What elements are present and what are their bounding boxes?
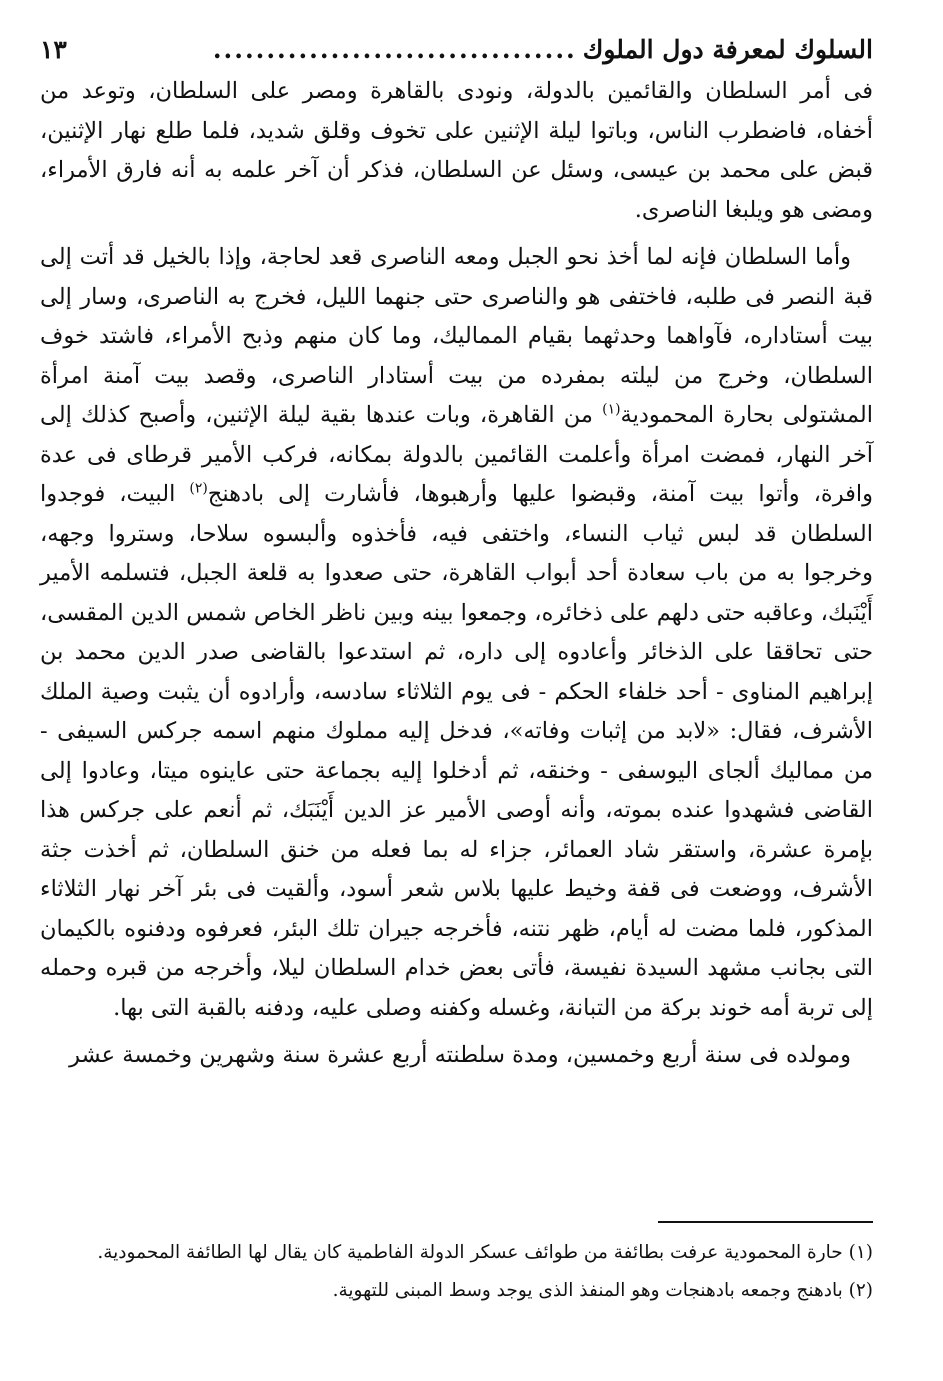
footnote-1 (40, 1234, 873, 1272)
paragraph-3-text: ومولده فى سنة أربع وخمسين، ومدة سلطنته أربع عشرة سنة وشهرين وخمسة عشر (69, 1042, 851, 1068)
paragraph-2-text-a: وأما السلطان فإنه لما أخذ نحو الجبل ومعه الناصرى قعد لحاجة، وإذا بالخيل قد أتت إلى قبة النصر فى طلبه، فاختفى هو والناصرى حتى جنهما الليل، فخرج به الناصرى، وسار إلى بيت أستاداره، فآواهما وحدثهما بقيام المماليك، وما كان منهم وذبح الأمراء، فاشتد خوف السلطان، وخرج من ليلته بمفرده من بيت أستادار الناصرى، وقصد بيت آمنة امرأة المشتولى بحارة المحمودية (40, 244, 873, 428)
footnote-ref-2: (٢) (189, 480, 208, 497)
footnote-1-text: حارة المحمودية عرفت بطائفة من طوائف عسكر الدولة الفاطمية كان يقال لها الطائفة المحمودية. (97, 1242, 843, 1263)
paragraph-1-text: فى أمر السلطان والقائمين بالدولة، ونودى بالقاهرة ومصر على السلطان، وتوعد من أخفاه، فاضطرب الناس، وباتوا ليلة الإثنين على تخوف وقلق شديد، فلما طلع نهار الإثنين، قبض على محمد بن عيسى، وسئل عن السلطان، فذكر أن آخر علمه به أنه فارق الأمراء، ومضى هو ويلبغا الناصرى. (40, 78, 873, 223)
footnote-2-text: بادهنج وجمعه بادهنجات وهو المنفذ الذى يوجد وسط المبنى للتهوية. (332, 1280, 843, 1301)
main-text (40, 72, 873, 1076)
page-number: ١٣ (40, 35, 67, 64)
footnote-separator (658, 1221, 873, 1223)
footnote-1-marker: (١) (848, 1242, 873, 1263)
paragraph-2-text-b: من القاهرة، وبات عندها بقية ليلة الإثنين، وأصبح كذلك إلى آخر النهار، فمضت امرأة وأعلمت القائمين بالدولة بمكانه، فركب الأمير قرطاى فى عدة وافرة، وأتوا بيت آمنة، وقبضوا عليها وأرهبوها، فأشارت إلى بادهنج (40, 402, 873, 507)
leader-dots: .................................. (212, 35, 577, 64)
paragraph-1 (40, 72, 873, 230)
paragraph-2 (40, 238, 873, 1028)
paragraph-3 (40, 1036, 873, 1076)
footnote-ref-1: (١) (602, 401, 621, 418)
footnote-2-marker: (٢) (848, 1280, 873, 1301)
book-page (40, 28, 873, 1358)
running-header (40, 28, 873, 72)
footnotes (40, 1234, 873, 1310)
footnote-2 (40, 1272, 873, 1310)
running-title: السلوك لمعرفة دول الملوك (582, 35, 873, 64)
paragraph-2-text-c: البيت، فوجدوا السلطان قد لبس ثياب النساء، واختفى فيه، فأخذوه وألبسوه سلاحا، وستروا وجهه، وخرجوا به من باب سعادة أحد أبواب القاهرة، حتى صعدوا به قلعة الجبل، فتسلمه الأمير أَيْنَبك، وعاقبه حتى دلهم على ذخائره، وجمعوا بينه وبين ناظر الخاص شمس الدين المقسى، حتى تحاققا على الذخائر وأعادوه إلى داره، ثم استدعوا بالقاضى صدر الدين محمد بن إبراهيم المناوى - أحد خلفاء الحكم - فى يوم الثلاثاء سادسه، وأرادوه أن يثبت وصية الملك الأشرف، فقال: «لابد من إثبات وفاته»، فدخل إليه مملوك منهم اسمه جركس السيفى - من مماليك ألجاى اليوسفى - وخنقه، ثم أدخلوا إليه بجماعة حتى عاينوه ميتا، وعادوا إلى القاضى فشهدوا عنده بموته، وأنه أوصى الأمير عز الدين أَيْنَبَك، ثم أنعم على جركس هذا بإمرة عشرة، واستقر شاد العمائر، جزاء له بما فعله من خنق السلطان، ثم أخذت جثة الأشرف، ووضعت فى قفة وخيط عليها بلاس شعر أسود، وألقيت فى بئر آخر نهار الثلاثاء المذكور، فلما مضت له أيام، ظهر نتنه، فأخرجه جيران تلك البئر، فعرفوه ودفنوه بالكيمان التى بجانب مشهد السيدة نفيسة، فأتى بعض خدام السلطان ليلا، وأخرجه من قبره وحمله إلى تربة أمه خوند بركة من التبانة، وغسله وكفنه وصلى عليه، ودفنه بالقبة التى بها. (40, 481, 873, 1021)
